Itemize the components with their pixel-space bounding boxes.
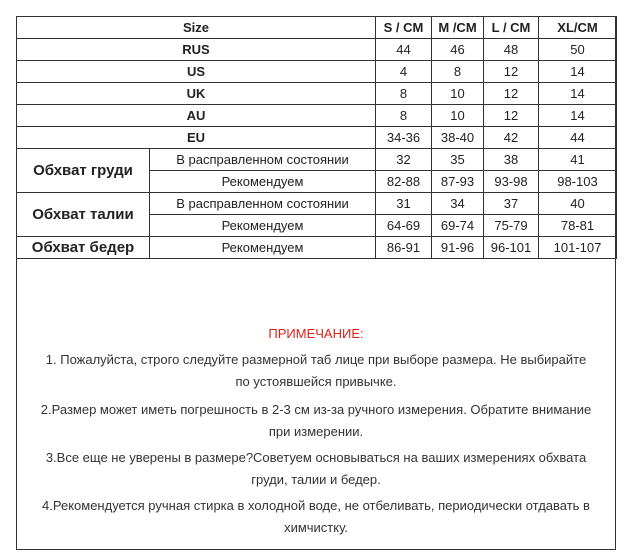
- cell-value: 101-107: [539, 237, 617, 259]
- table-row: [17, 237, 617, 259]
- row-sublabel: Рекомендуем: [150, 237, 376, 259]
- table-row: [17, 127, 617, 149]
- cell-value: 10: [432, 83, 484, 105]
- note-item-2: [23, 399, 609, 443]
- cell-value: 8: [376, 105, 432, 127]
- table-row: [17, 39, 617, 61]
- cell-value: 12: [484, 105, 539, 127]
- cell-value: 42: [484, 127, 539, 149]
- note-line: 1. Пожалуйста, строго следуйте размерной таб лице при выборе размера. Не выбирайте: [45, 352, 587, 367]
- cell-value: 96-101: [484, 237, 539, 259]
- note-line: груди, талии и бедер.: [251, 472, 381, 487]
- note-line: 3.Все еще не уверены в размере?Советуем основываться на ваших измерениях обхвата: [45, 450, 587, 465]
- group-label-chest: Обхват груди: [17, 149, 150, 193]
- cell-value: 34: [432, 193, 484, 215]
- header-size: Size: [17, 17, 376, 39]
- cell-value: 32: [376, 149, 432, 171]
- cell-value: 31: [376, 193, 432, 215]
- cell-value: 40: [539, 193, 617, 215]
- cell-value: 91-96: [432, 237, 484, 259]
- cell-value: 34-36: [376, 127, 432, 149]
- cell-value: 12: [484, 83, 539, 105]
- cell-value: 98-103: [539, 171, 617, 193]
- cell-value: 14: [539, 83, 617, 105]
- note-line: по устоявшейся привычке.: [235, 374, 397, 389]
- cell-value: 37: [484, 193, 539, 215]
- cell-value: 38: [484, 149, 539, 171]
- note-line: при измерении.: [268, 424, 364, 439]
- cell-value: 69-74: [432, 215, 484, 237]
- row-sublabel: В расправленном состоянии: [150, 149, 376, 171]
- note-item-1: [23, 349, 609, 393]
- cell-value: 48: [484, 39, 539, 61]
- row-label-us: US: [17, 61, 376, 83]
- note-line: 4.Рекомендуется ручная стирка в холодной воде, не отбеливать, периодически отдавать в: [42, 498, 590, 513]
- table-row: [17, 105, 617, 127]
- note-item-3: [23, 447, 609, 491]
- cell-value: 75-79: [484, 215, 539, 237]
- row-label-rus: RUS: [17, 39, 376, 61]
- cell-value: 87-93: [432, 171, 484, 193]
- cell-value: 86-91: [376, 237, 432, 259]
- group-label-hips: Обхват бедер: [17, 237, 150, 259]
- table-row: [17, 193, 617, 215]
- cell-value: 50: [539, 39, 617, 61]
- row-sublabel: Рекомендуем: [150, 171, 376, 193]
- table-row: [17, 83, 617, 105]
- cell-value: 44: [539, 127, 617, 149]
- cell-value: 10: [432, 105, 484, 127]
- header-m: M /CM: [432, 17, 484, 39]
- cell-value: 12: [484, 61, 539, 83]
- group-label-waist: Обхват талии: [17, 193, 150, 237]
- cell-value: 46: [432, 39, 484, 61]
- header-row: [17, 17, 617, 39]
- row-label-eu: EU: [17, 127, 376, 149]
- row-label-au: AU: [17, 105, 376, 127]
- cell-value: 8: [432, 61, 484, 83]
- cell-value: 64-69: [376, 215, 432, 237]
- note-line: химчистку.: [284, 520, 348, 535]
- cell-value: 78-81: [539, 215, 617, 237]
- header-s: S / CM: [376, 17, 432, 39]
- note-line: 2.Размер может иметь погрешность в 2-3 см из-за ручного измерения. Обратите внимание: [40, 402, 592, 417]
- row-sublabel: Рекомендуем: [150, 215, 376, 237]
- cell-value: 35: [432, 149, 484, 171]
- cell-value: 82-88: [376, 171, 432, 193]
- table-row: [17, 61, 617, 83]
- header-xl: XL/CM: [539, 17, 617, 39]
- cell-value: 38-40: [432, 127, 484, 149]
- cell-value: 41: [539, 149, 617, 171]
- size-table: [16, 16, 617, 259]
- row-label-uk: UK: [17, 83, 376, 105]
- cell-value: 8: [376, 83, 432, 105]
- cell-value: 14: [539, 105, 617, 127]
- notes-title: ПРИМЕЧАНИЕ:: [268, 326, 364, 341]
- cell-value: 93-98: [484, 171, 539, 193]
- note-item-4: [23, 495, 609, 539]
- notes-section: [17, 272, 615, 549]
- cell-value: 14: [539, 61, 617, 83]
- cell-value: 44: [376, 39, 432, 61]
- row-sublabel: В расправленном состоянии: [150, 193, 376, 215]
- table-row: [17, 149, 617, 171]
- header-l: L / CM: [484, 17, 539, 39]
- cell-value: 4: [376, 61, 432, 83]
